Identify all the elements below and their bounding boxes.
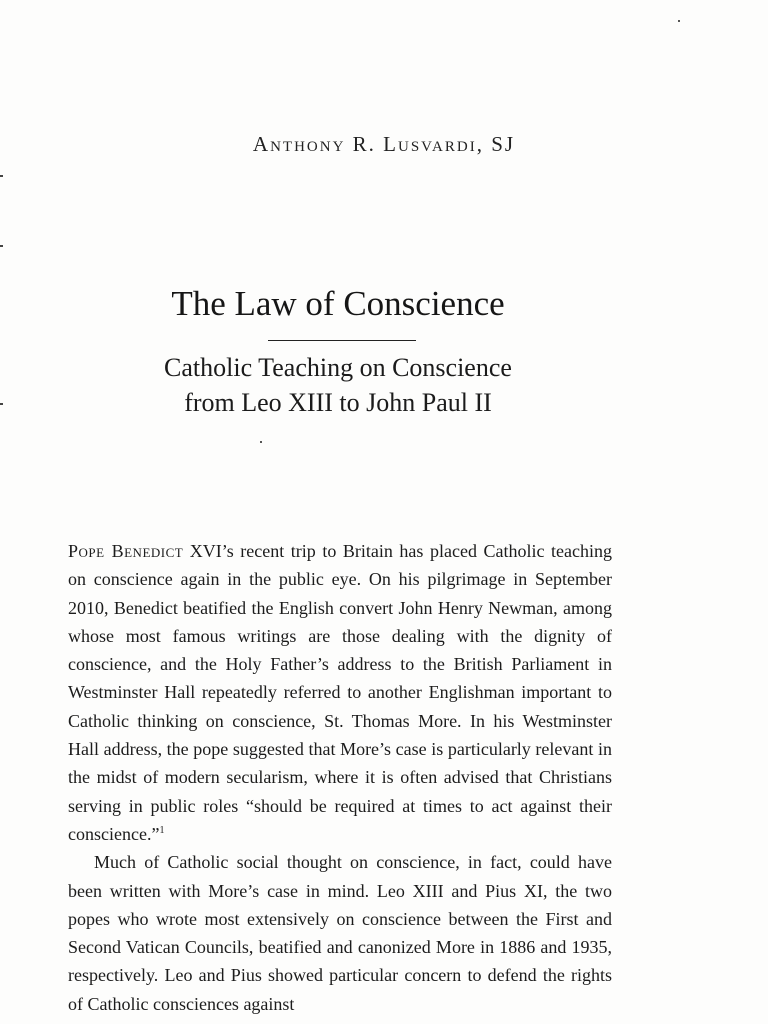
scan-margin-mark — [0, 403, 3, 405]
paragraph-1-lead: Pope Benedict — [68, 541, 184, 561]
scan-margin-mark — [0, 245, 3, 247]
article-title: The Law of Conscience — [171, 284, 505, 323]
scan-speck — [260, 441, 262, 443]
paragraph-2: Much of Catholic social thought on conscience, in fact, could have been written with More’s case in mind. Leo XIII and Pius XI, the two popes who wrote most extensively on conscience between the First and Second Vatican Councils, beatified and canonized More in 1886 and 1935, respectively. Leo and Pius showed particular concern to defend the rights of Catholic consciences against — [68, 852, 612, 1014]
title-divider — [268, 340, 416, 341]
subtitle-line-2: from Leo XIII to John Paul II — [184, 388, 492, 417]
article-body — [68, 537, 612, 1018]
footnote-marker: 1 — [159, 824, 165, 836]
paragraph-1 — [68, 537, 612, 848]
article-subtitle — [0, 350, 676, 420]
subtitle-line-1: Catholic Teaching on Conscience — [164, 353, 512, 382]
author-name: Anthony R. Lusvardi, SJ — [252, 132, 516, 156]
scan-speck — [678, 20, 680, 22]
paragraph-1-text: XVI’s recent trip to Britain has placed Catholic teaching on conscience again in the public eye. On his pilgrimage in September 2010, Benedict beatified the English convert John Henry Newman, among whose most famous writings are those dealing with the dignity of conscience, and the Holy Father’s address to the British Parliament in Westminster Hall repeatedly referred to another Englishman important to Catholic thinking on conscience, St. Thomas More. In his Westminster Hall address, the pope suggested that More’s case is particularly relevant in the midst of modern secularism, where it is often advised that Christians serving in public roles “should be required at times to act against their conscience.” — [68, 541, 612, 844]
scan-margin-mark — [0, 175, 3, 177]
